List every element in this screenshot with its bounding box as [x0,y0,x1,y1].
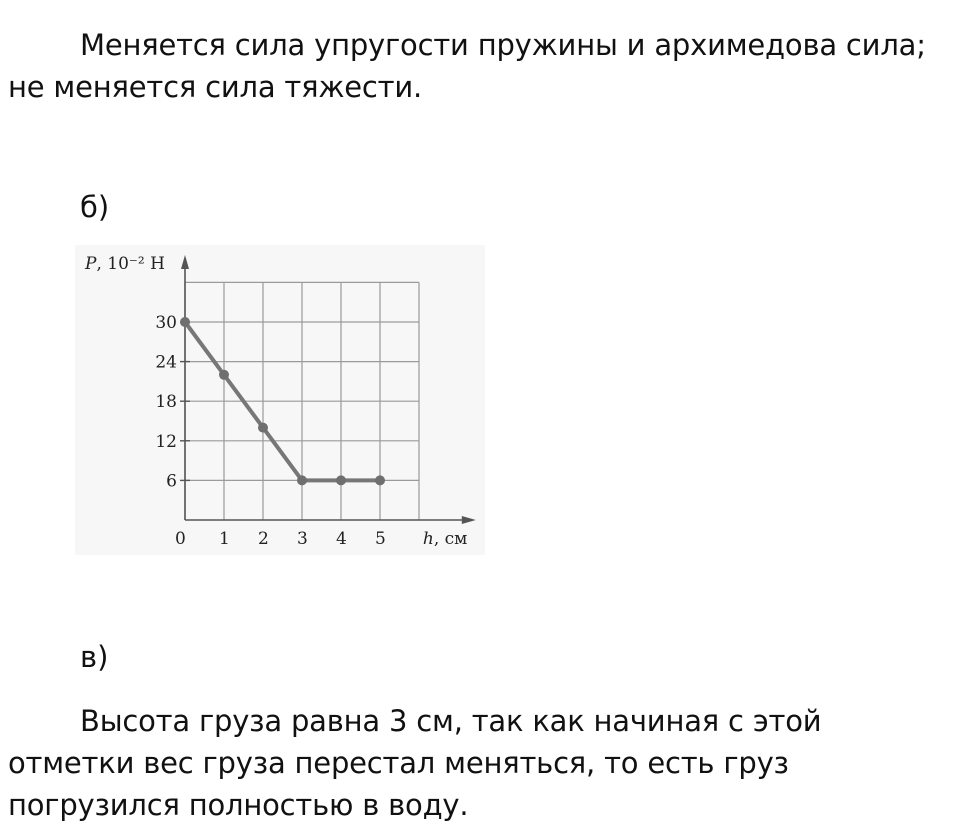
data-point [219,370,229,380]
y-axis-label [84,254,165,274]
answer-paragraph-a: Меняется сила упругости пружины и архимедова сила; не меняется сила тяжести. [8,28,926,104]
chart-svg [75,245,485,555]
x-tick-label: 0 [175,529,186,549]
x-axis-arrow [462,516,476,524]
x-tick-label: 4 [336,529,347,549]
x-tick-label: 3 [297,529,308,549]
item-label-v: в) [80,640,109,674]
y-axis-unit: , 10⁻² Н [96,254,165,274]
y-tick-label: 24 [155,352,177,373]
y-tick-label: 18 [155,392,177,413]
data-point [258,423,268,433]
x-tick-label: 1 [219,529,230,549]
data-point [297,475,307,485]
x-axis-label [423,529,468,549]
y-tick-label: 12 [155,431,177,452]
weight-depth-chart [75,245,485,555]
x-tick-label: 5 [375,529,386,549]
y-axis-arrow [181,255,189,269]
data-point [375,475,385,485]
x-tick-label: 2 [258,529,269,549]
y-tick-label: 6 [166,471,177,492]
y-tick-label: 30 [155,313,177,333]
data-point [180,317,190,327]
item-label-b: б) [80,190,110,224]
y-axis-variable: P [85,254,97,274]
answer-paragraph-v: Высота груза равна 3 см, так как начиная с этой отметки вес груза перестал меняться, то есть груз погрузился полностью в воду. [8,704,822,822]
x-axis-variable: h [422,529,434,549]
x-axis-unit: , см [433,529,468,549]
data-point [336,475,346,485]
